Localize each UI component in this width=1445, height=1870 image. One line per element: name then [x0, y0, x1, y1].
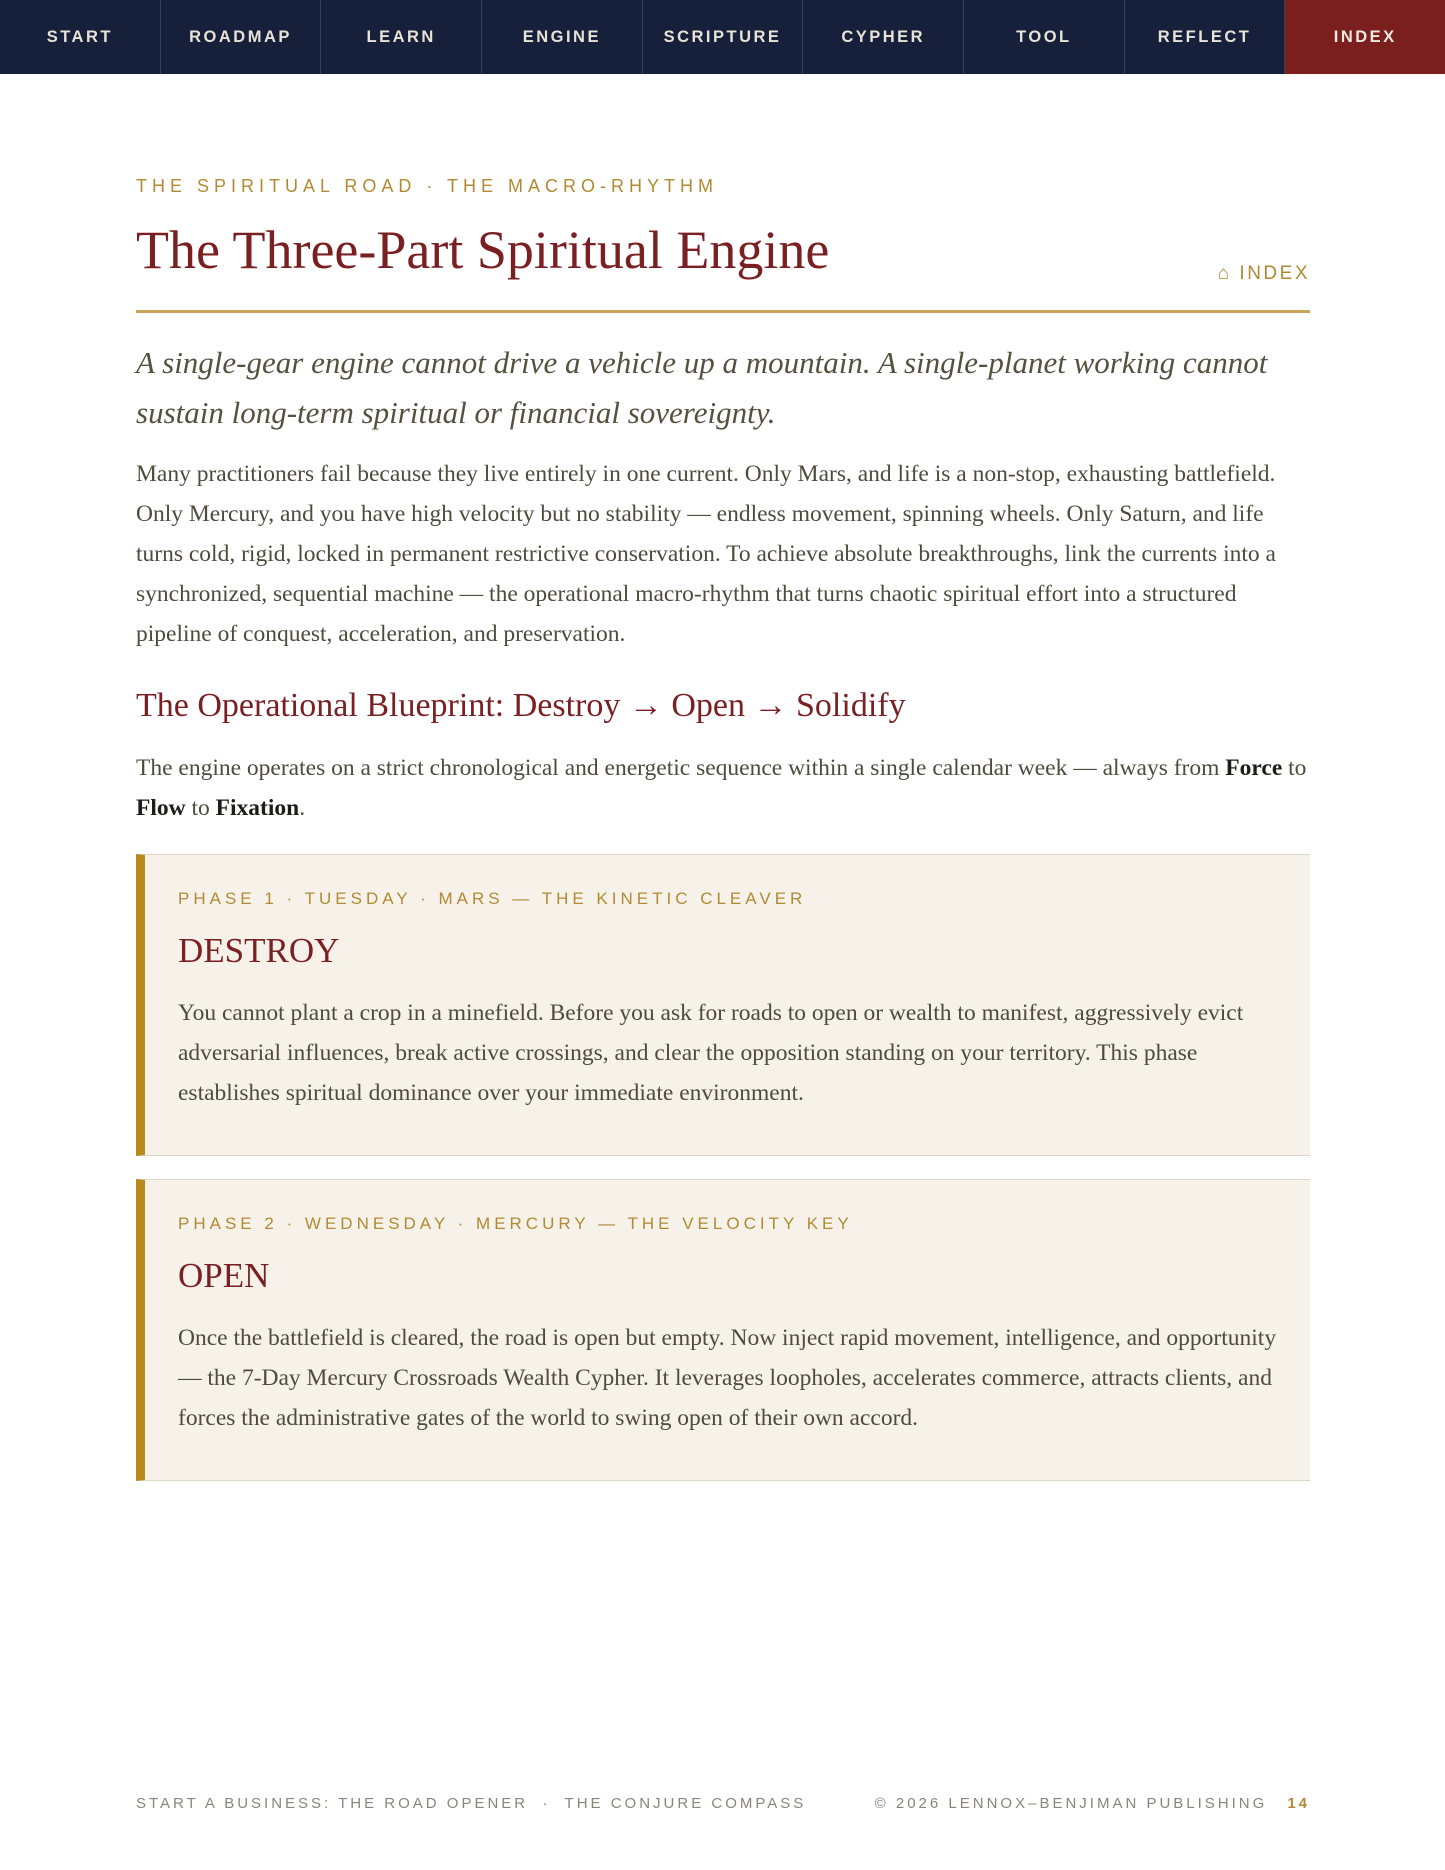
intro-paragraph: Many practitioners fail because they live entirely in one current. Only Mars, and life is a non-stop, exhausting battlefield. Only Mercury, and you have high velocity but no stability — endless movement, spinning wheels. Only Saturn, and life turns cold, rigid, locked in permanent restrictive conservation. To achieve absolute breakthroughs, link the currents into a synchronized, sequential machine — the operational macro-rhythm that turns chaotic spiritual effort into a structured pipeline of conquest, acceleration, and preservation.	[136, 461, 1276, 647]
term-fixation: Fixation	[215, 795, 300, 821]
term-force: Force	[1225, 755, 1283, 781]
blueprint-text-start: The engine operates on a strict chronological and energetic sequence within a single calendar week — always from	[136, 755, 1226, 781]
phase-body: You cannot plant a crop in a minefield. Before you ask for roads to open or wealth to manifest, aggressively evict adversarial influences, break active crossings, and clear the opposition standing on your territory. This phase establishes spiritual dominance over your immediate environment.	[178, 1000, 1244, 1106]
blueprint-connector-2: to	[185, 795, 216, 821]
top-navigation	[0, 0, 1445, 74]
nav-item-index[interactable]: INDEX	[1285, 0, 1445, 74]
footer-copyright: © 2026 LENNOX–BENJIMAN PUBLISHING	[874, 1795, 1268, 1812]
footer-publisher	[875, 1795, 1310, 1812]
section-eyebrow: THE SPIRITUAL ROAD · THE MACRO-RHYTHM	[136, 176, 719, 196]
term-flow: Flow	[136, 795, 186, 821]
page-title: The Three-Part Spiritual Engine	[136, 220, 830, 280]
nav-item-cypher[interactable]: CYPHER	[803, 0, 964, 74]
title-divider	[136, 310, 1310, 313]
blueprint-paragraph	[136, 748, 1310, 828]
phase-card-destroy	[136, 854, 1310, 1156]
phase-eyebrow: PHASE 1 · TUESDAY · MARS — THE KINETIC CLEAVER	[178, 889, 807, 908]
nav-item-start[interactable]: START	[0, 0, 161, 74]
blueprint-connector-1: to	[1282, 755, 1307, 781]
lede-quote: A single-gear engine cannot drive a vehicle up a mountain. A single-planet working cannot sustain long-term spiritual or financial sovereignty.	[136, 345, 1268, 430]
nav-item-scripture[interactable]: SCRIPTURE	[643, 0, 804, 74]
phase-title: DESTROY	[178, 931, 340, 970]
phase-eyebrow: PHASE 2 · WEDNESDAY · MERCURY — THE VELOCITY KEY	[178, 1214, 853, 1233]
page-number: 14	[1287, 1795, 1310, 1812]
phase-title: OPEN	[178, 1256, 270, 1295]
nav-item-engine[interactable]: ENGINE	[482, 0, 643, 74]
nav-item-learn[interactable]: LEARN	[321, 0, 482, 74]
nav-item-roadmap[interactable]: ROADMAP	[161, 0, 322, 74]
nav-item-tool[interactable]: TOOL	[964, 0, 1125, 74]
nav-item-reflect[interactable]: REFLECT	[1125, 0, 1286, 74]
footer-book-title: START A BUSINESS: THE ROAD OPENER · THE CONJURE COMPASS	[136, 1795, 807, 1812]
blueprint-text-end: .	[299, 795, 306, 821]
index-link[interactable]: ⌂ INDEX	[1217, 263, 1310, 284]
phase-card-open	[136, 1179, 1310, 1481]
blueprint-heading: The Operational Blueprint: Destroy → Open → Solidify	[136, 687, 906, 724]
phase-body: Once the battlefield is cleared, the road is open but empty. Now inject rapid movement, intelligence, and opportunity — the 7-Day Mercury Crossroads Wealth Cypher. It leverages loopholes, accelerates commerce, attracts clients, and forces the administrative gates of the world to swing open of their own accord.	[178, 1325, 1277, 1431]
